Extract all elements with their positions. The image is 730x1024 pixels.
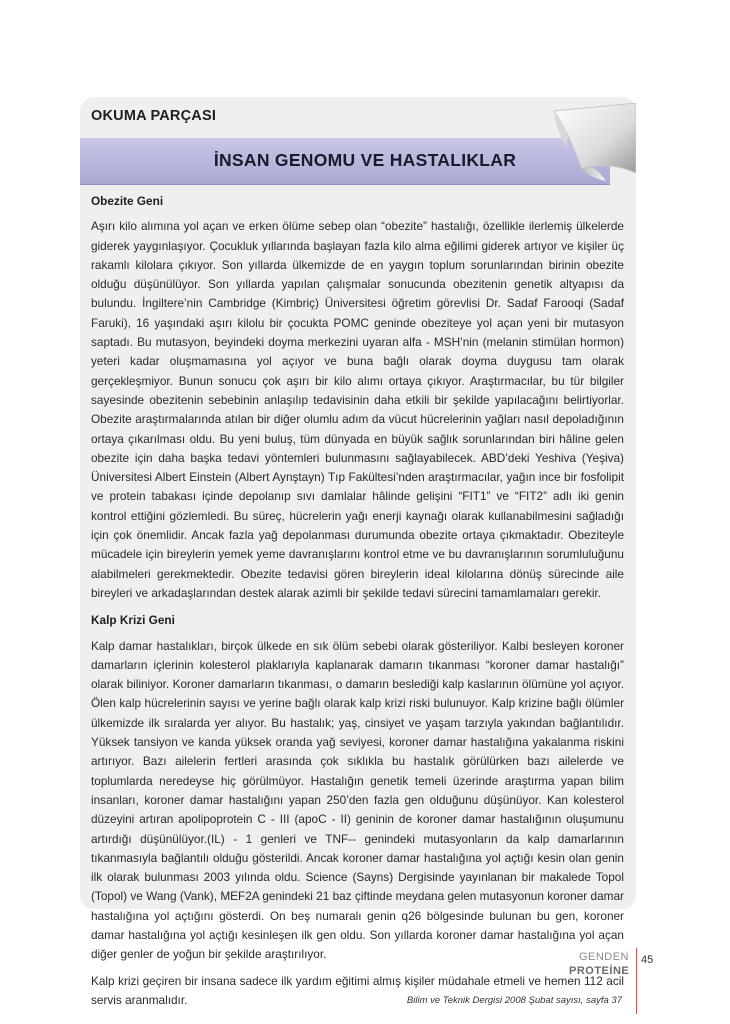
brand-bottom-text: PROTEİNE — [569, 965, 630, 977]
title-banner — [80, 138, 610, 185]
article-body — [91, 192, 624, 1010]
page-number: 45 — [641, 954, 654, 966]
page-divider — [636, 948, 637, 1014]
book-brand — [569, 951, 629, 978]
source-citation: Bilim ve Teknik Dergisi 2008 Şubat sayısı, sayfa 37 — [406, 994, 622, 1006]
brand-top-text: GENDEN — [578, 951, 629, 963]
page-curl-decoration — [540, 103, 636, 199]
section-heading-obesity: Obezite Geni — [91, 194, 164, 208]
page-title: İNSAN GENOMU VE HASTALIKLAR — [213, 150, 517, 170]
section-paragraph-heart-attack: Kalp damar hastalıkları, birçok ülkede en sık ölüm sebebi olarak gösteriliyor. Kalbi besleyen koroner damarların içlerinin kolesterol plaklarıyla kaplanarak damarın tıkanması “koroner damar hastalığı” olarak biliniyor. Koroner damarların tıkanması, o damarın beslediği kalp kaslarının ölümüne yol açıyor. Ölen kalp hücrelerinin sayısı ve yerine bağlı olarak kalp krizi riski bulunuyor. Kalp krizine bağlı ölümler ülkemizde ilk sıralarda yer alıyor. Bu hastalık; yaş, cinsiyet ve yaşam tarzıyla yakından bağlantılıdır. Yüksek tansiyon ve kanda yüksek oranda yağ seviyesi, koroner damar hastalığına yakalanma riskini artırıyor. Bazı ailelerin fertleri arasında çok sıklıkla bu hastalık görülürken bazı ailelerde ve toplumlarda neredeyse hiç görülmüyor. Hastalığın genetik temeli üzerinde araştırma yapan bilim insanları, koroner damar hastalığını yapan 250’den fazla gen olduğunu düşünüyor. Kan kolesterol düzeyini artıran apolipoprotein C - III (apoC - II) geninin de koroner damar hastalığının oluşumunu artırdığı düşünülüyor.(IL) - 1 genleri ve TNF-- genindeki mutasyonların da kalp damarlarının tıkanmasıyla bağlantılı olduğu gösterildi. Ancak koroner damar hastalığına yol açtığı kesin olan genin ilk olarak bulunması 2003 yılında oldu. Science (Sayns) Dergisinde yayınlanan bir makalede Topol (Topol) ve Wang (Vank), MEF2A genindeki 21 baz çiftinde meydana gelen mutasyonun koroner damar hastalığına yol açtığını gösterdi. On beş numaralı genin q26 bölgesinde bulunan bu gen, koroner damar hastalığına yol açtığı kesinleşen ilk gen oldu. Son yıllarda koroner damar hastalığına yol açan diğer genler de yoğun bir şekilde araştırılıyor. — [91, 638, 624, 962]
reading-label: OKUMA PARÇASI — [91, 108, 217, 124]
section-heading-heart-attack: Kalp Krizi Geni — [91, 613, 175, 628]
section-paragraph-obesity: Aşırı kilo alımına yol açan ve erken ölüme sebep olan “obezite” hastalığı, özellikle ilerlemiş ülkelerde giderek yaygınlaşıyor. Çocukluk yıllarında başlayan fazla kilo alma eğilimi giderek artıyor ve kişiler üç rakamlı kilolara çıkıyor. Son yıllarda ülkemizde de en yaygın toplum sorunlarından birinin obezite olduğu düşünülüyor. Son yıllarda yapılan çalışmalar sonucunda obezitenin genetik altyapısı da bulundu. İngiltere’nin Cambridge (Kimbriç) Üniversitesi öğretim görevlisi Dr. Sadaf Farooqi (Sadaf Faruki), 16 yaşındaki aşırı kilolu bir çocukta POMC geninde obeziteye yol açan yeni bir mutasyon saptadı. Bu mutasyon, beyindeki doyma merkezini uyaran alfa - MSH’nin (melanin stimülan hormon) yeteri kadar oluşmamasına yol açıyor ve buna bağlı olarak doyma duygusu tam olarak gerçekleşmiyor. Bunun sonucu çok aşırı bir kilo alımı ortaya çıkıyor. Araştırmacılar, bu tür bilgiler sayesinde obezitenin sebebinin anlaşılıp tedavisinin daha etkili bir şekilde yapılacağını belirtiyorlar. Obezite araştırmalarında atılan bir diğer olumlu adım da vücut hücrelerinin yağları nasıl depoladığının ortaya çıkarılması oldu. Bu yeni buluş, tüm dünyada en büyük sağlık sorunlarından biri hâline gelen obezite için daha başka tedavi yöntemleri bulunmasını sağlayabilecek. ABD’deki Yeshiva (Yeşiva) Üniversitesi Albert Einstein (Albert Aynştayn) Tıp Fakültesi’nden araştırmacılar, yağın ince bir fosfolipit ve protein tabakası içinde depolanıp sıvı damlalar hâlinde gelişini “FIT1” ve “FIT2” adlı iki genin kontrol ettiğini gözlemledi. Bu süreç, hücrelerin yağı enerji kaynağı olarak kullanabilmesini sağladığı için çok önemlidir. Ancak fazla yağ depolanması durumunda obezite ortaya çıkmaktadır. Obeziteyle mücadele için bireylerin yemek yeme davranışlarını kontrol etme ve bu davranışlarının sorumluluğunu alabilmeleri gerekmektedir. Obezite tedavisi gören bireylerin ideal kilolarına dönüş sürecinde aile bireyleri ve arkadaşlarından destek alarak azimli bir şekilde tedavi sürecini tamamlamaları gerekir. — [91, 219, 624, 600]
closing-paragraph: Kalp krizi geçiren bir insana sadece ilk yardım eğitimi almış kişiler müdahale etmeli ve hemen 112 acil servis aranmalıdır. — [91, 973, 624, 1007]
